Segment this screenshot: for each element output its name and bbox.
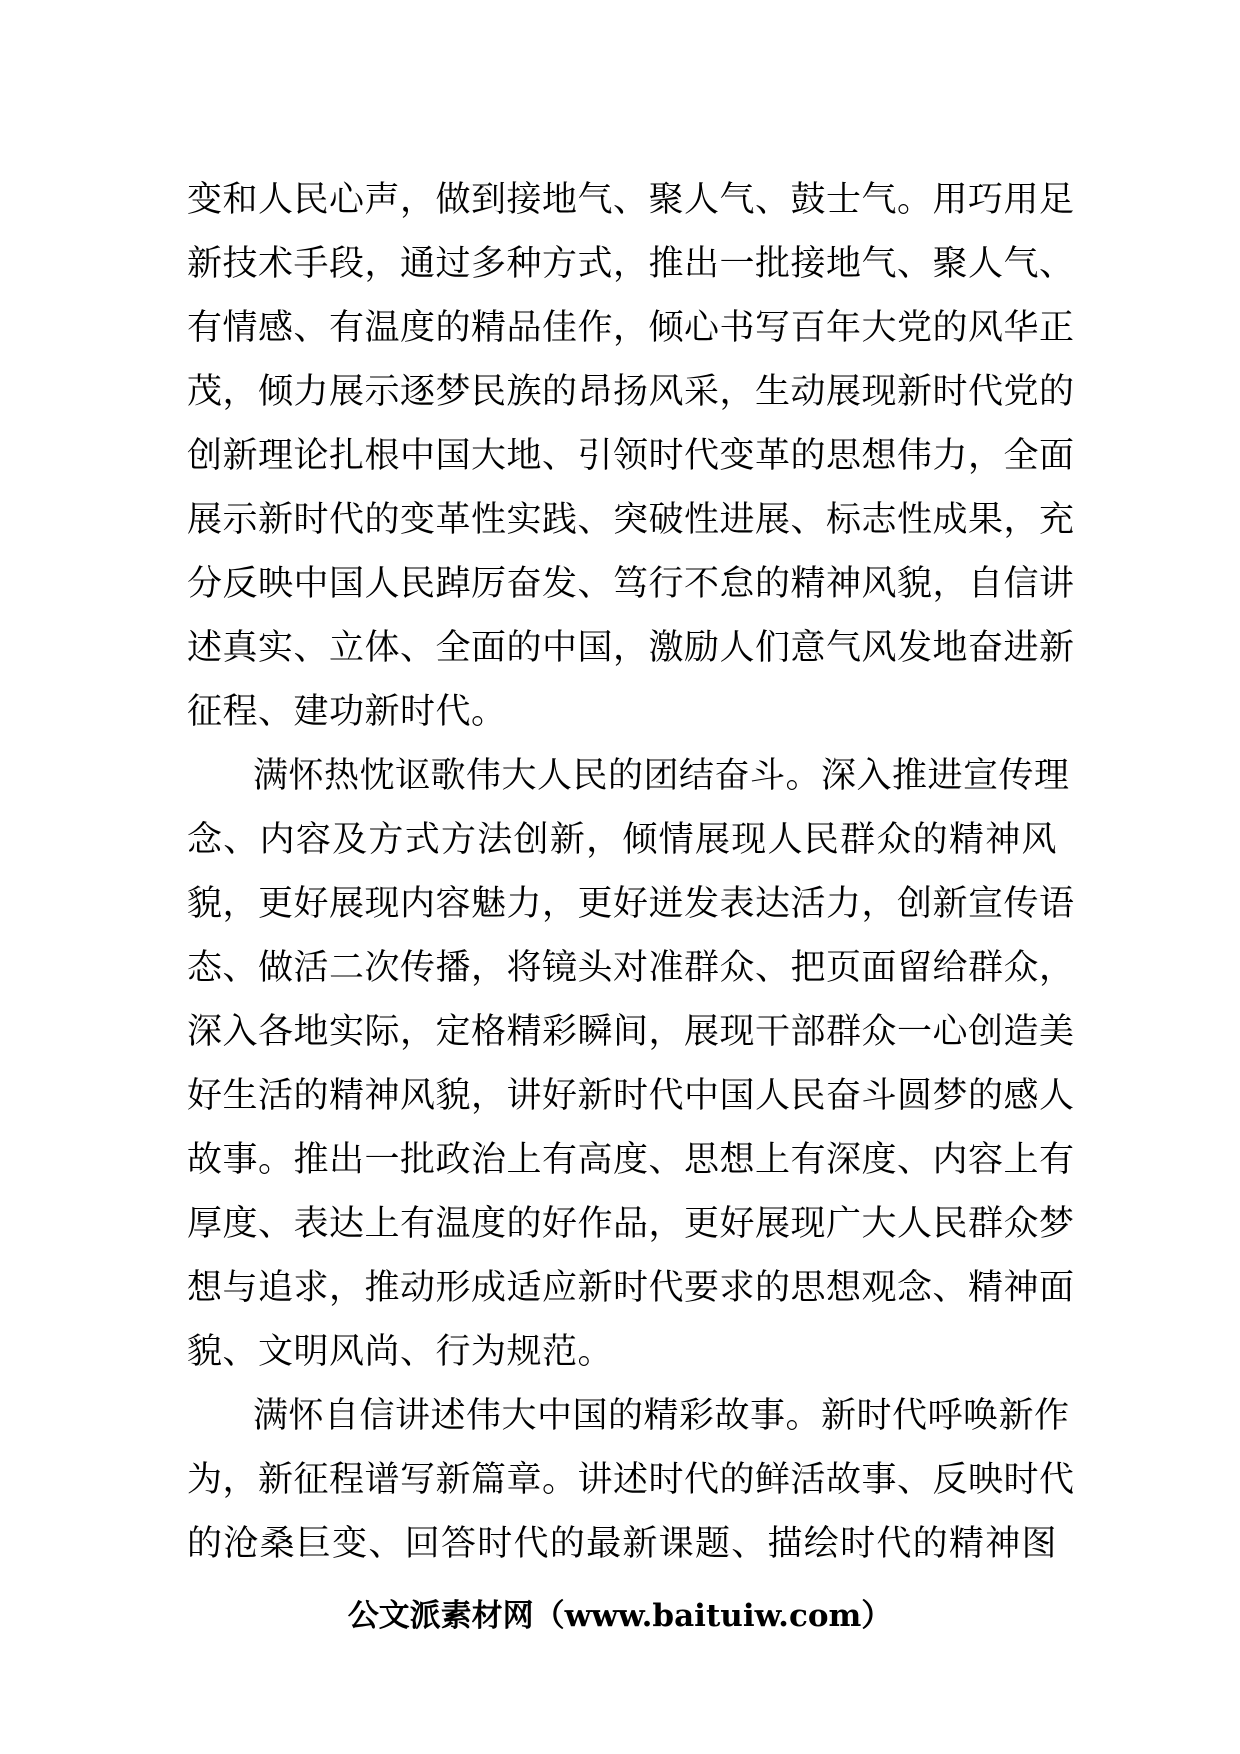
paragraph-1-line-8: 述真实、立体、全面的中国，激励人们意气风发地奋进新: [187, 628, 1075, 668]
paragraph-2-line-8: 厚度、表达上有温度的好作品，更好展现广大人民群众梦: [187, 1204, 1075, 1244]
paragraph-1-line-9: 征程、建功新时代。: [187, 692, 507, 732]
paragraph-2-line-6: 好生活的精神风貌，讲好新时代中国人民奋斗圆梦的感人: [187, 1076, 1075, 1116]
paragraph-1-line-5: 创新理论扎根中国大地、引领时代变革的思想伟力，全面: [187, 436, 1075, 476]
paragraph-3-line-3: 的沧桑巨变、回答时代的最新课题、描绘时代的精神图: [187, 1524, 1057, 1564]
paragraph-2-line-2: 念、内容及方式方法创新，倾情展现人民群众的精神风: [187, 820, 1057, 860]
paragraph-2-line-7: 故事。推出一批政治上有高度、思想上有深度、内容上有: [187, 1140, 1075, 1180]
footer-watermark-text: 公文派素材网（www.baituiw.com）: [347, 1598, 893, 1634]
document-body: [187, 168, 1075, 1576]
paragraph-2-line-1: 满怀热忱讴歌伟大人民的团结奋斗。深入推进宣传理: [253, 756, 1070, 796]
paragraph-1-line-1: 变和人民心声，做到接地气、聚人气、鼓士气。用巧用足: [187, 180, 1075, 220]
paragraph-3-line-1: 满怀自信讲述伟大中国的精彩故事。新时代呼唤新作: [253, 1396, 1070, 1436]
paragraph-1-line-6: 展示新时代的变革性实践、突破性进展、标志性成果，充: [187, 500, 1075, 540]
paragraph-1-line-2: 新技术手段，通过多种方式，推出一批接地气、聚人气、: [187, 244, 1075, 284]
paragraph-1-line-7: 分反映中国人民踔厉奋发、笃行不怠的精神风貌，自信讲: [187, 564, 1075, 604]
paragraph-2-line-5: 深入各地实际，定格精彩瞬间，展现干部群众一心创造美: [187, 1012, 1075, 1052]
paragraph-2-line-4: 态、做活二次传播，将镜头对准群众、把页面留给群众，: [187, 948, 1075, 988]
paragraph-3-line-2: 为，新征程谱写新篇章。讲述时代的鲜活故事、反映时代: [187, 1460, 1075, 1500]
paragraph-1-line-4: 茂，倾力展示逐梦民族的昂扬风采，生动展现新时代党的: [187, 372, 1075, 412]
paragraph-2-line-10: 貌、文明风尚、行为规范。: [187, 1332, 614, 1372]
paragraph-2-line-9: 想与追求，推动形成适应新时代要求的思想观念、精神面: [187, 1268, 1075, 1308]
paragraph-2-line-3: 貌，更好展现内容魅力，更好迸发表达活力，创新宣传语: [187, 884, 1075, 924]
paragraph-1-line-3: 有情感、有温度的精品佳作，倾心书写百年大党的风华正: [187, 308, 1075, 348]
